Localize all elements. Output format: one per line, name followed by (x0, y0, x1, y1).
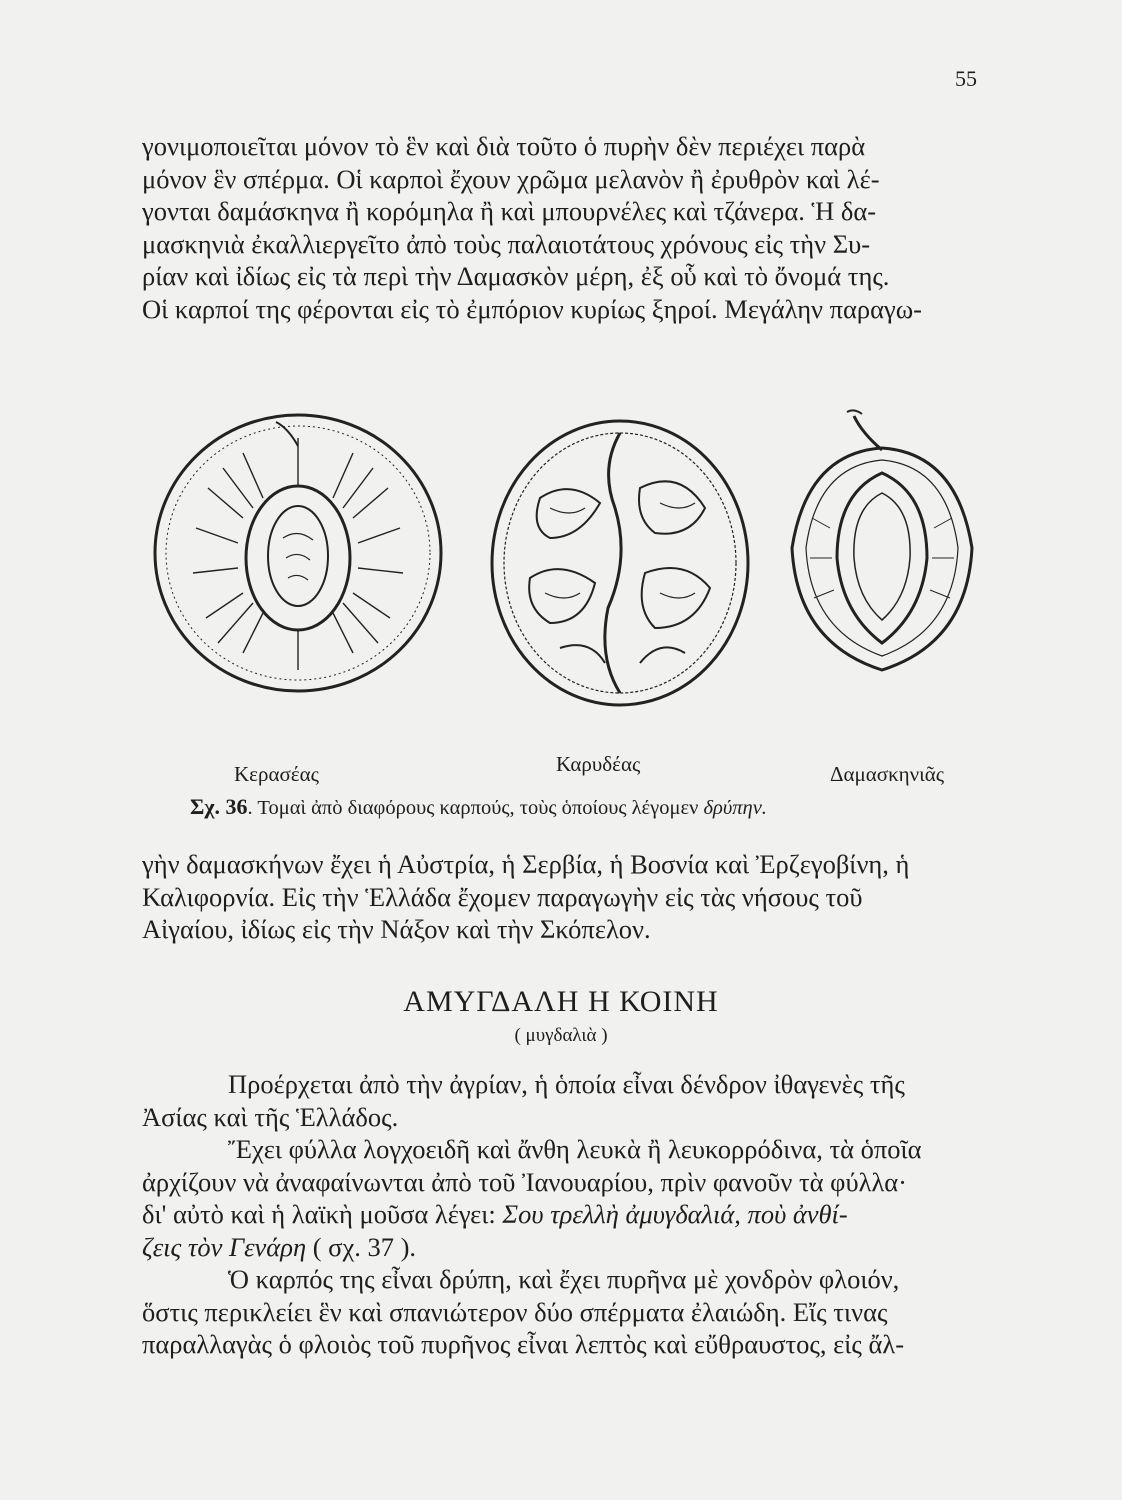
figure-number: Σχ. 36 (190, 794, 248, 819)
caption-term: δρύπην. (703, 797, 767, 819)
text-line: Αἰγαίου, ἰδίως εἰς τὴν Νάξον καὶ τὴν Σκόπελον. (142, 914, 651, 944)
cherry-section-illustration (148, 408, 448, 698)
plum-label: Δαμασκηνιᾶς (830, 762, 945, 786)
middle-paragraph (142, 848, 992, 946)
text-line: μόνον ἓν σπέρμα. Οἱ καρποὶ ἔχουν χρῶμα μελανὸν ἢ ἐρυθρὸν καὶ λέ- (142, 163, 880, 194)
page-number: 55 (955, 66, 977, 91)
text-fragment: ( σχ. 37 ). (306, 1231, 417, 1262)
quote-fragment: Σου τρελλὴ ἀμυγδαλιά, ποὺ ἀνθί- (502, 1199, 848, 1229)
text-line: Καλιφορνία. Εἰς τὴν Ἑλλάδα ἔχομεν παραγωγὴν εἰς τὰς νήσους τοῦ (142, 881, 863, 912)
text-line: ὅστις περικλείει ἓν καὶ σπανιώτερον δύο σπέρματα ἐλαιώδη. Εἴς τινας (142, 1296, 888, 1327)
walnut-label: Καρυδέας (556, 752, 641, 776)
body-text (142, 1068, 992, 1361)
text-line (142, 1231, 992, 1264)
text-line: ρίαν καὶ ἰδίως εἰς τὰ περὶ τὴν Δαμασκὸν μέρη, ἐξ οὗ καὶ τὸ ὄνομά της. (142, 261, 890, 291)
text-line: Ἀσίας καὶ τῆς Ἑλλάδος. (142, 1101, 399, 1132)
cherry-label: Κερασέας (234, 762, 319, 786)
text-line: παραλλαγὰς ὁ φλοιὸς τοῦ πυρῆνος εἶναι λεπτὸς καὶ εὔθραυστος, εἰς ἄλ- (142, 1329, 905, 1359)
plum-section-illustration (782, 408, 982, 688)
text-line: Προέρχεται ἀπὸ τὴν ἀγρίαν, ἡ ὁποία εἶναι δένδρον ἰθαγενὲς τῆς (228, 1069, 905, 1099)
text-line: γὴν δαμασκήνων ἔχει ἡ Αὐστρία, ἡ Σερβία, ἡ Βοσνία καὶ Ἐρζεγοβίνη, ἡ (142, 849, 910, 879)
caption-text: . Τομαὶ ἀπὸ διαφόρους καρπούς, τοὺς ὁποίους λέγομεν (247, 797, 704, 819)
text-line: γονται δαμάσκηνα ἢ κορόμηλα ἢ καὶ μπουρνέλες καὶ τζάνερα. Ἡ δα- (142, 196, 877, 226)
top-paragraph (142, 130, 992, 325)
text-line (142, 1198, 992, 1231)
text-line: γονιμοποιεῖται μόνον τὸ ἓν καὶ διὰ τοῦτο ὁ πυρὴν δὲν περιέχει παρὰ (142, 131, 866, 161)
text-line: Ὁ καρπός της εἶναι δρύπη, καὶ ἔχει πυρῆνα μὲ χονδρὸν φλοιόν, (228, 1264, 900, 1294)
text-fragment: δι' αὐτὸ καὶ ἡ λαϊκὴ μοῦσα λέγει: (142, 1199, 503, 1229)
section-title: ΑΜΥΓΔΑΛΗ Η ΚΟΙΝΗ (403, 985, 719, 1018)
walnut-section-illustration (480, 408, 760, 713)
quote-fragment: ζεις τὸν Γενάρη (142, 1231, 307, 1262)
figure-caption (190, 794, 767, 820)
text-line: Οἱ καρποί της φέρονται εἰς τὸ ἐμπόριον κυρίως ξηροί. Μεγάλην παραγω- (142, 293, 923, 324)
text-line: μασκηνιὰ ἐκαλλιεργεῖτο ἀπὸ τοὺς παλαιοτάτους χρόνους εἰς τὴν Συ- (142, 228, 871, 259)
section-subtitle: ( μυγδαλιὰ ) (514, 1025, 608, 1046)
text-line: Ἔχει φύλλα λογχοειδῆ καὶ ἄνθη λευκὰ ἢ λευκορρόδινα, τὰ ὁποῖα (228, 1134, 922, 1164)
text-line: ἀρχίζουν νὰ ἀναφαίνωνται ἀπὸ τοῦ Ἰανουαρίου, πρὶν φανοῦν τὰ φύλλα· (142, 1166, 908, 1197)
